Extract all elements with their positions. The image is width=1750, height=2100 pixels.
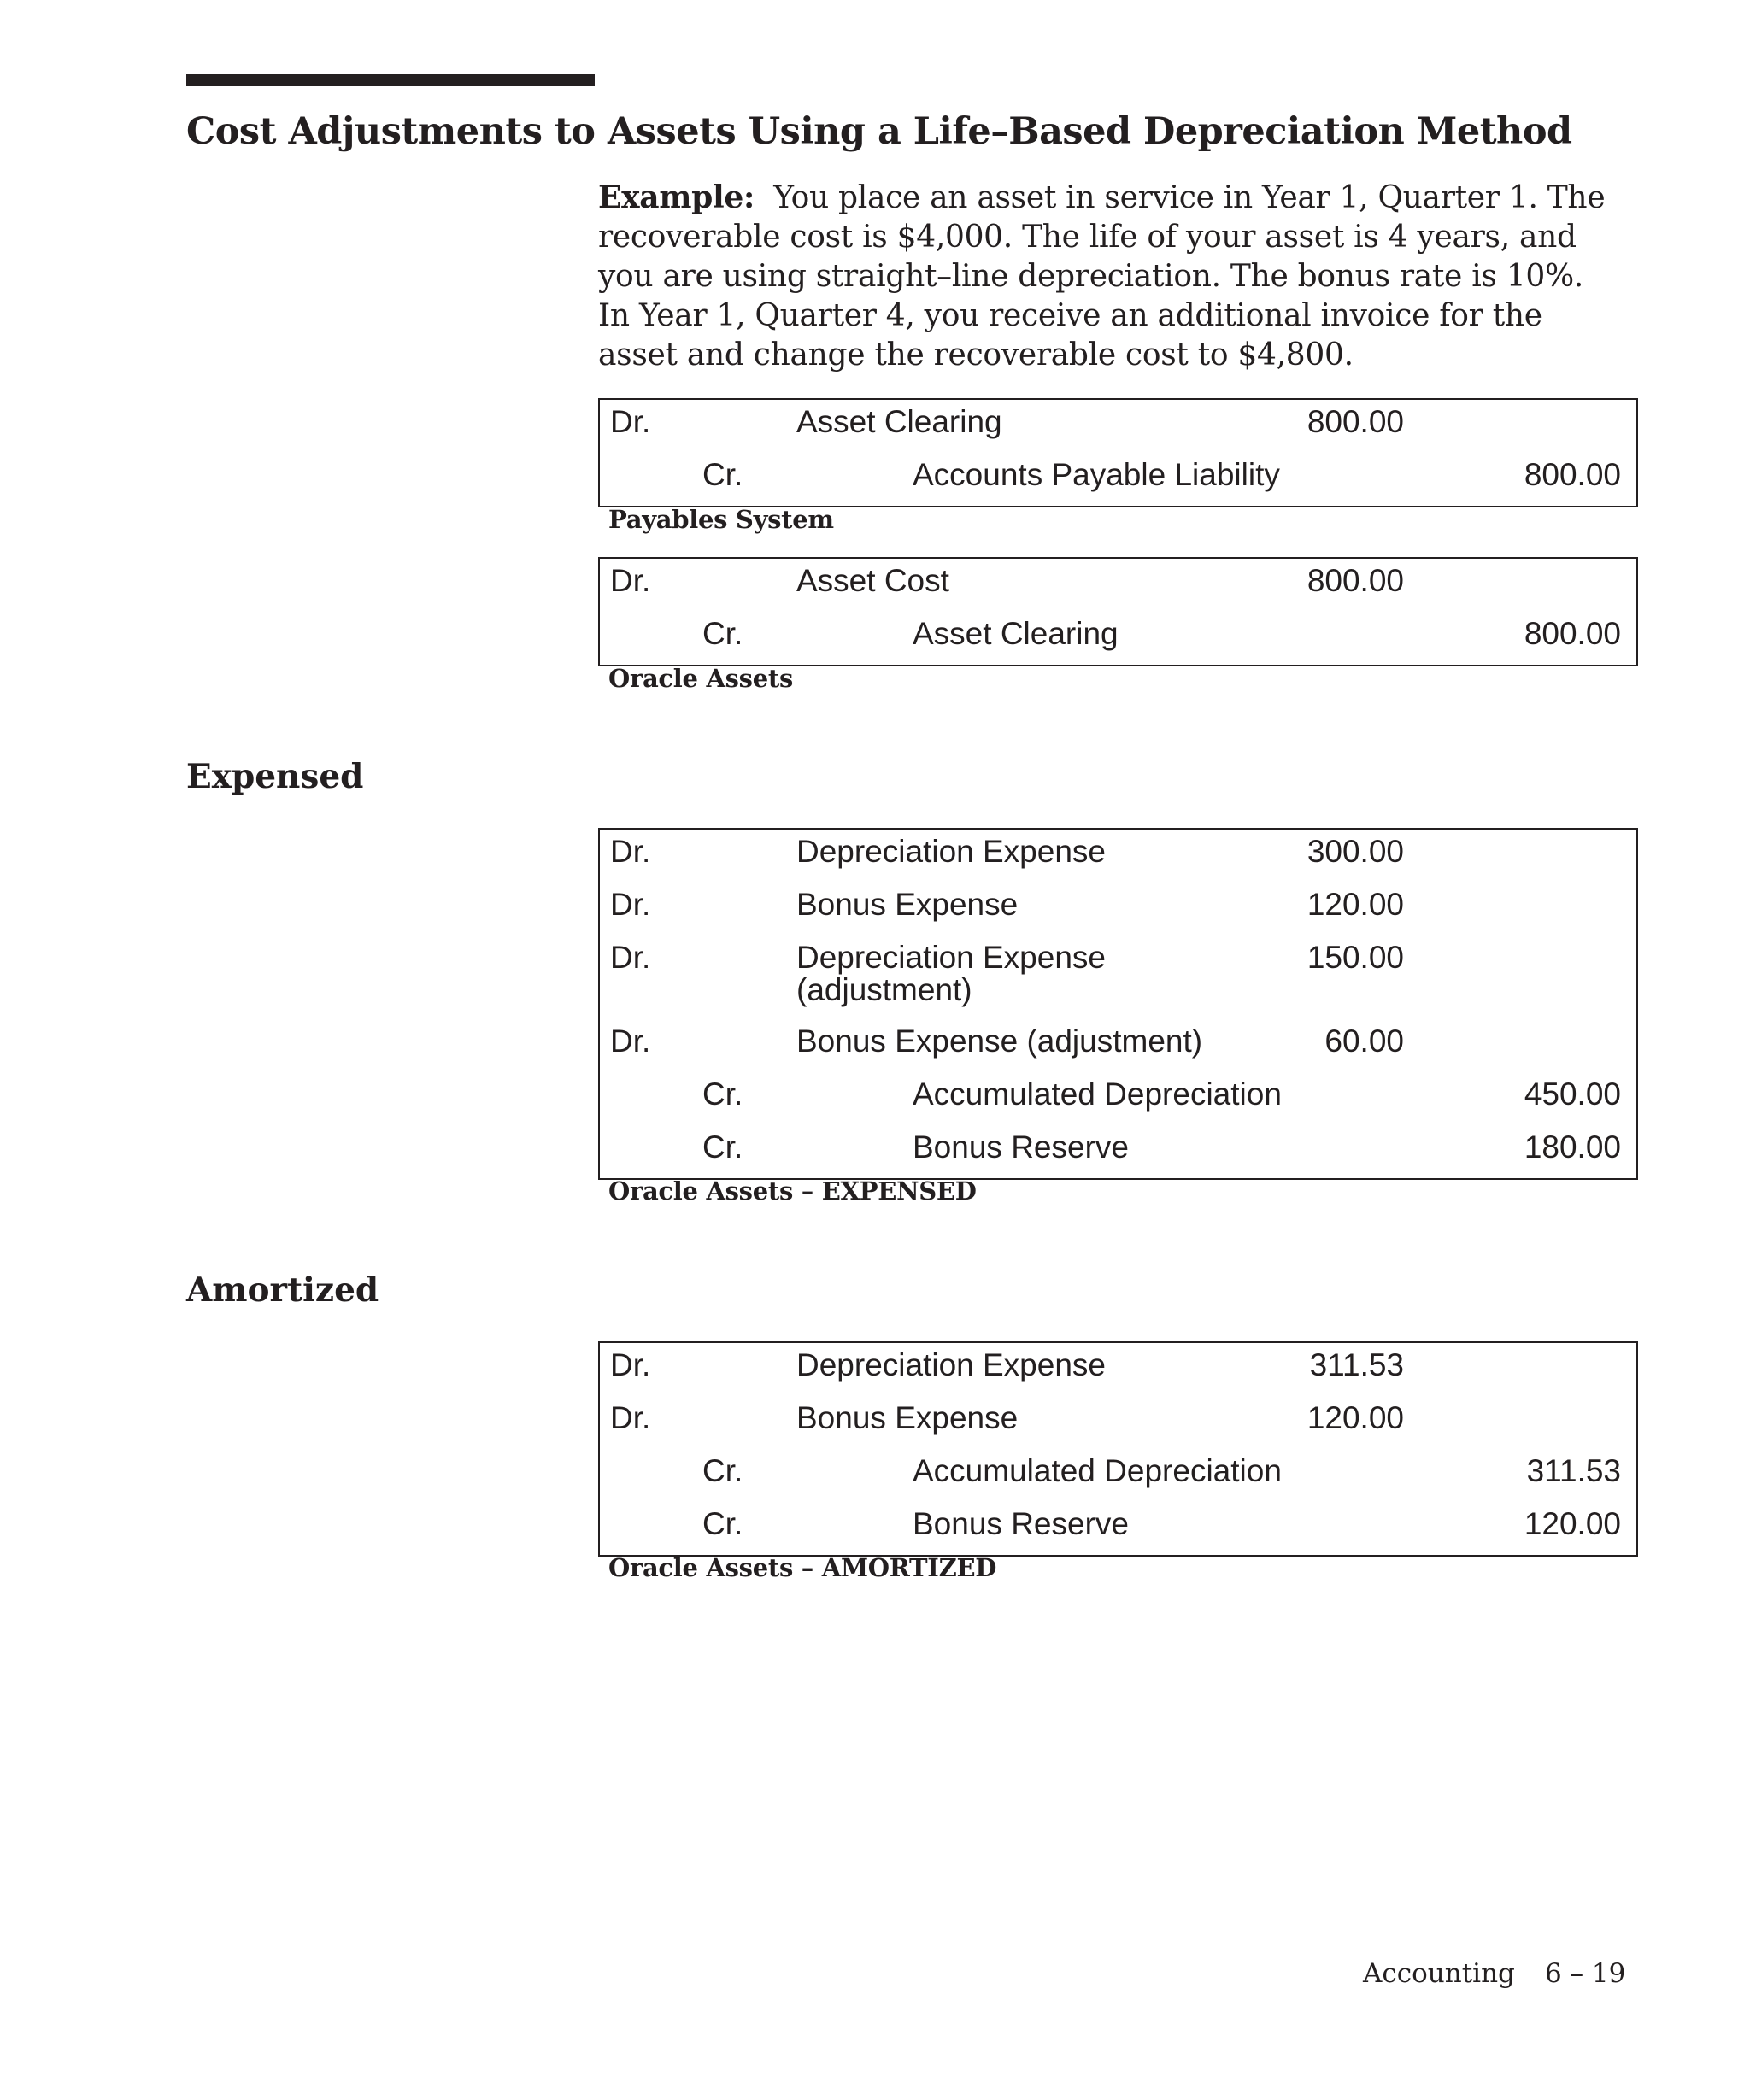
entry-type: Cr.	[702, 457, 743, 492]
entry-type: Dr.	[610, 1347, 651, 1382]
journal-row	[600, 1125, 1636, 1178]
debit-amount: 300.00	[1307, 834, 1404, 869]
debit-amount: 120.00	[1307, 887, 1404, 922]
page-title: Cost Adjustments to Assets Using a Life–Based Depreciation Method	[186, 110, 1572, 153]
journal-amortized	[598, 1341, 1638, 1557]
entry-type: Cr.	[702, 616, 743, 651]
journal-caption: Payables System	[608, 505, 834, 534]
journal-row	[600, 1072, 1636, 1125]
account-name: Accounts Payable Liability	[913, 457, 1280, 492]
section-heading-expensed: Expensed	[186, 757, 364, 796]
credit-amount: 450.00	[1524, 1076, 1621, 1112]
top-rule	[186, 74, 595, 86]
credit-amount: 800.00	[1524, 616, 1621, 651]
credit-amount: 800.00	[1524, 457, 1621, 492]
journal-row	[600, 1396, 1636, 1449]
journal-expensed	[598, 828, 1638, 1180]
entry-type: Dr.	[610, 404, 651, 439]
journal-row	[600, 883, 1636, 936]
section-heading-amortized: Amortized	[186, 1270, 379, 1310]
account-name: Bonus Reserve	[913, 1506, 1129, 1541]
journal-row	[600, 453, 1636, 506]
account-name: Asset Clearing	[913, 616, 1119, 651]
entry-type: Cr.	[702, 1506, 743, 1541]
journal-caption: Oracle Assets – EXPENSED	[608, 1176, 977, 1205]
account-name: Depreciation Expense	[796, 1347, 1106, 1382]
journal-row	[600, 936, 1636, 1019]
account-name: Depreciation Expense	[796, 834, 1106, 869]
entry-type: Dr.	[610, 887, 651, 922]
journal-row	[600, 400, 1636, 453]
entry-type: Dr.	[610, 834, 651, 869]
entry-type: Dr.	[610, 1400, 651, 1435]
journal-row	[600, 1502, 1636, 1555]
account-name: Bonus Expense	[796, 887, 1019, 922]
footer-page-number: 6 – 19	[1545, 1958, 1626, 1989]
example-text: You place an asset in service in Year 1, Quarter 1. The recoverable cost is $4,000. The life of your asset is 4 years, and you are using straight–line depreciation. The bonus rate is 10%. In Year 1, Quarter 4, you receive an additional invoice for the asset and change the recoverable cost to $4,800.	[598, 180, 1606, 372]
account-name: Depreciation Expense (adjustment)	[796, 940, 1106, 1007]
account-name: Bonus Reserve	[913, 1129, 1129, 1164]
journal-row	[600, 1449, 1636, 1502]
entry-type: Dr.	[610, 940, 651, 975]
debit-amount: 60.00	[1324, 1024, 1404, 1059]
debit-amount: 150.00	[1307, 940, 1404, 975]
entry-type: Cr.	[702, 1129, 743, 1164]
account-name: Bonus Expense (adjustment)	[796, 1024, 1203, 1059]
entry-type: Cr.	[702, 1076, 743, 1112]
debit-amount: 311.53	[1309, 1347, 1404, 1382]
journal-row	[600, 612, 1636, 665]
journal-row	[600, 559, 1636, 612]
debit-amount: 800.00	[1307, 404, 1404, 439]
journal-row	[600, 830, 1636, 883]
credit-amount: 180.00	[1524, 1129, 1621, 1164]
account-name: Bonus Expense	[796, 1400, 1019, 1435]
credit-amount: 311.53	[1526, 1453, 1621, 1488]
debit-amount: 120.00	[1307, 1400, 1404, 1435]
account-name: Asset Clearing	[796, 404, 1002, 439]
footer-section-name: Accounting	[1363, 1958, 1515, 1989]
account-name: Accumulated Depreciation	[913, 1453, 1282, 1488]
entry-type: Cr.	[702, 1453, 743, 1488]
example-paragraph	[598, 178, 1624, 375]
entry-type: Dr.	[610, 1024, 651, 1059]
example-label: Example:	[598, 179, 755, 215]
credit-amount: 120.00	[1524, 1506, 1621, 1541]
account-name: Accumulated Depreciation	[913, 1076, 1282, 1112]
journal-caption: Oracle Assets	[608, 664, 793, 693]
journal-row	[600, 1019, 1636, 1072]
journal-oracle-assets	[598, 557, 1638, 666]
journal-payables	[598, 398, 1638, 507]
journal-caption: Oracle Assets – AMORTIZED	[608, 1553, 997, 1582]
entry-type: Dr.	[610, 563, 651, 598]
debit-amount: 800.00	[1307, 563, 1404, 598]
account-name: Asset Cost	[796, 563, 949, 598]
journal-row	[600, 1343, 1636, 1396]
